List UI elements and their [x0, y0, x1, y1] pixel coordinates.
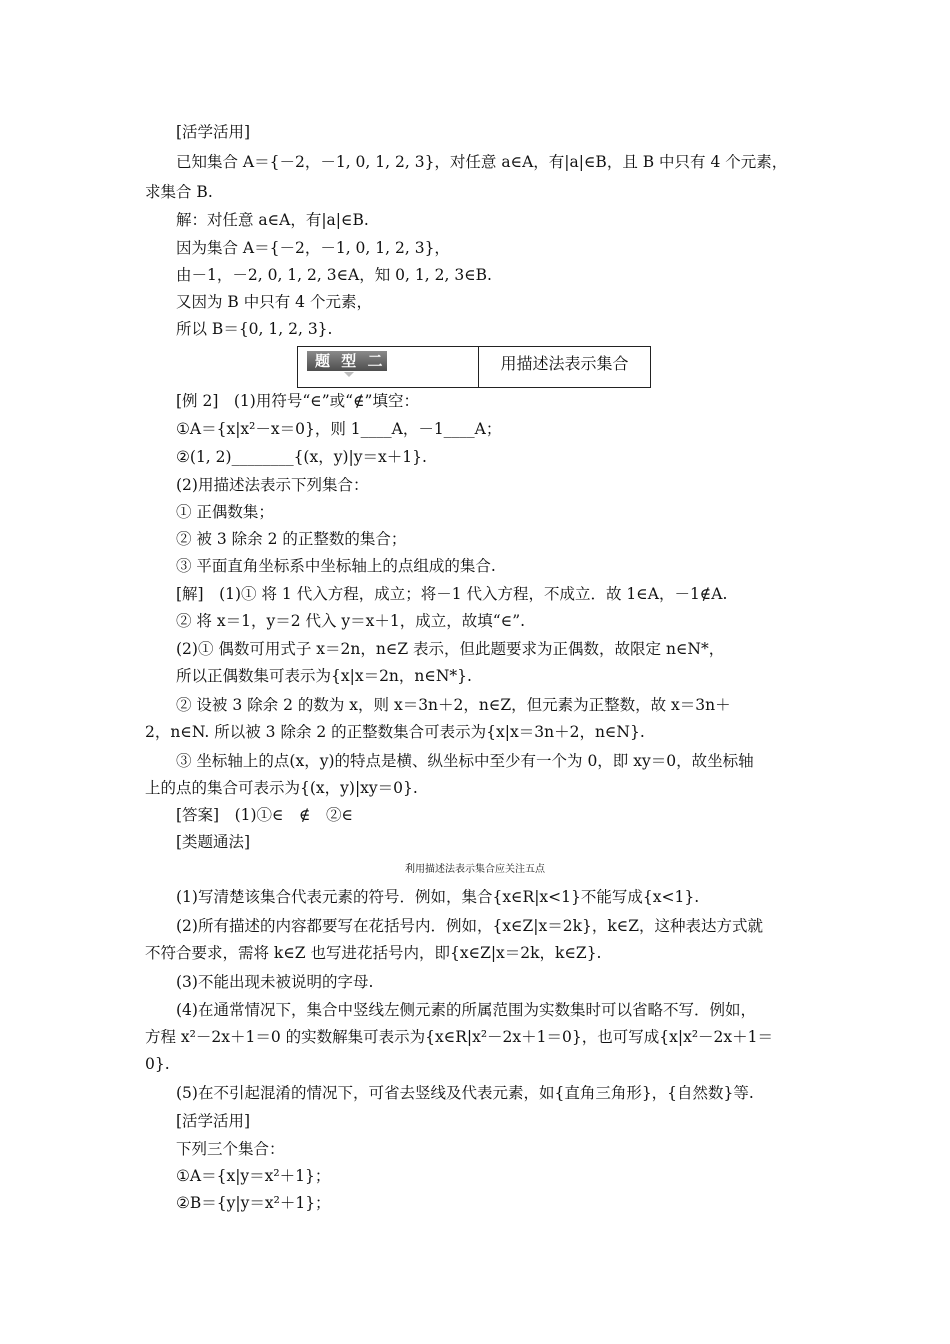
text-line: 下列三个集合：: [176, 1140, 285, 1158]
section-title: 用描述法表示集合: [500, 354, 629, 373]
tag-pointer-icon: [344, 372, 354, 377]
text-line: 所以正偶数集可表示为{x|x＝2n，n∈N*}.: [176, 667, 472, 685]
text-line: 因为集合 A＝{－2，－1, 0, 1, 2, 3}，: [176, 239, 450, 257]
text-line: (1)写清楚该集合代表元素的符号．例如，集合{x∈R|x<1}不能写成{x<1}.: [176, 888, 700, 906]
text-line: 由－1，－2, 0, 1, 2, 3∈A，知 0, 1, 2, 3∈B.: [176, 266, 492, 284]
text-line: ③ 平面直角坐标系中坐标轴上的点组成的集合.: [176, 557, 496, 575]
text-line: ①A＝{x|y＝x²＋1}；: [176, 1167, 331, 1185]
solution-heading: [解] (1)① 将 1 代入方程，成立；将－1 代入方程，不成立．故 1∈A，－1∉A.: [176, 585, 728, 603]
answer-line: [答案] (1)①∈ ∉ ②∈: [176, 806, 353, 824]
text-line: ② 设被 3 除余 2 的数为 x，则 x＝3n＋2，n∈Z，但元素为正整数，故 x＝3n＋: [176, 696, 731, 714]
text-line: 0}.: [145, 1055, 170, 1073]
text-line: ③ 坐标轴上的点(x，y)的特点是横、纵坐标中至少有一个为 0，即 xy＝0，故坐标轴: [176, 752, 754, 770]
heading-practice: [活学活用]: [176, 1112, 251, 1130]
text-line: 2，n∈N. 所以被 3 除余 2 的正整数集合可表示为{x|x＝3n＋2，n∈N}.: [145, 723, 645, 741]
section-tag: 题 型 二: [307, 351, 387, 371]
method-title: 利用描述法表示集合应关注五点: [405, 864, 545, 875]
section-header-box: [297, 346, 651, 388]
text-line: 方程 x²－2x＋1＝0 的实数解集可表示为{x∈R|x²－2x＋1＝0}，也可写成{x|x²－2x＋1＝: [145, 1028, 773, 1046]
text-line: ② 将 x＝1，y＝2 代入 y＝x＋1，成立，故填“∈”.: [176, 612, 526, 630]
text-line: (4)在通常情况下，集合中竖线左侧元素的所属范围为实数集时可以省略不写．例如，: [176, 1001, 756, 1019]
text-line: (5)在不引起混淆的情况下，可省去竖线及代表元素，如{直角三角形}，{自然数}等.: [176, 1084, 754, 1102]
text-line: 又因为 B 中只有 4 个元素，: [176, 293, 372, 311]
text-line: (3)不能出现未被说明的字母.: [176, 973, 374, 991]
text-line: (2)用描述法表示下列集合：: [176, 476, 369, 494]
text-line: 解：对任意 a∈A，有|a|∈B.: [176, 211, 369, 229]
text-line: 上的点的集合可表示为{(x，y)|xy＝0}.: [145, 779, 418, 797]
text-line: ①A＝{x|x²－x＝0}，则 1____A，－1____A；: [176, 420, 502, 438]
example-heading: [例 2] (1)用符号“∈”或“∉”填空：: [176, 392, 419, 410]
text-line: ②(1, 2)________{(x，y)|y＝x＋1}.: [176, 448, 427, 466]
heading-practice: [活学活用]: [176, 123, 251, 141]
text-line: 所以 B＝{0, 1, 2, 3}.: [176, 320, 333, 338]
heading-method: [类题通法]: [176, 833, 251, 851]
text-line: 已知集合 A＝{－2，－1, 0, 1, 2, 3}，对任意 a∈A，有|a|∈B，且 B 中只有 4 个元素，: [176, 153, 788, 171]
text-line: (2)① 偶数可用式子 x＝2n，n∈Z 表示，但此题要求为正偶数，故限定 n∈N*，: [176, 640, 725, 658]
text-line: ① 正偶数集；: [176, 503, 274, 521]
text-line: 求集合 B.: [145, 183, 213, 201]
text-line: ②B＝{y|y＝x²＋1}；: [176, 1194, 331, 1212]
text-line: (2)所有描述的内容都要写在花括号内．例如，{x∈Z|x＝2k}，k∈Z，这种表达方式就: [176, 917, 764, 935]
text-line: ② 被 3 除余 2 的正整数的集合；: [176, 530, 407, 548]
text-line: 不符合要求，需将 k∈Z 也写进花括号内，即{x∈Z|x＝2k，k∈Z}.: [145, 944, 602, 962]
